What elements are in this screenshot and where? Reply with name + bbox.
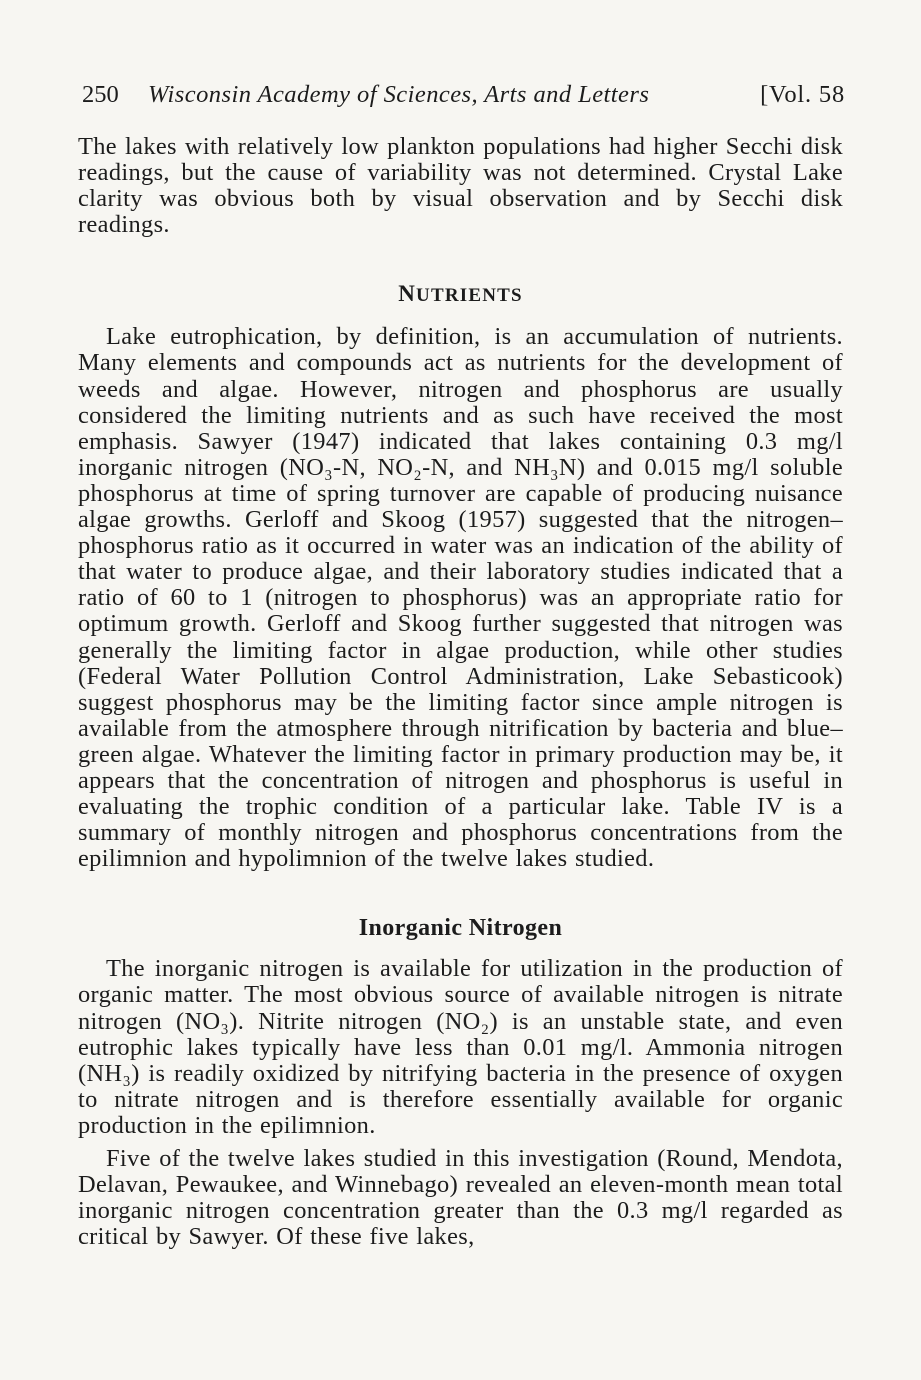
section-heading-inorganic-nitrogen: Inorganic Nitrogen [358,915,563,942]
section-heading-nutrients [78,280,843,310]
paragraph-secchi: The lakes with relatively low plankton populations had higher Secchi disk readings, but the cause of variability was not determined. Crystal Lake clarity was obvious both by visual observation and by Secchi disk readings. [78,133,843,239]
paragraph-nutrients: Lake eutrophication, by definition, is an accumulation of nutrients. Many elements and compounds act as nutrients for the development of weeds and algae. However, nitrogen and phosphorus are usually considered the limiting nutrients and as such have received the most emphasis. Sawyer (1947) indicated that lakes containing 0.3 mg/l inorganic nitrogen (NO₃-N, NO₂-N, and NH₃N) and 0.015 mg/l soluble phosphorus at time of spring turnover are capable of producing nuisance algae growths. Gerloff and Skoog (1957) suggested that the nitrogen–phosphorus ratio as it occurred in water was an indication of the ability of that water to produce algae, and their laboratory studies indicated that a ratio of 60 to 1 (nitrogen to phosphorus) was an appropriate ratio for optimum growth. Gerloff and Skoog further suggested that nitrogen was generally the limiting factor in algae production, while other studies (Federal Water Pollution Control Administration, Lake Sebasticook) suggest phosphorus may be the limiting factor since ample nitrogen is available from the atmosphere through nitrification by bacteria and blue–green algae. Whatever the limiting factor in primary production may be, it appears that the concentration of nitrogen and phosphorus is useful in evaluating the trophic condition of a particular lake. Table IV is a summary of monthly nitrogen and phosphorus concentrations from the epilimnion and hypolimnion of the twelve lakes studied. [78,323,843,873]
paragraph-lakes-studied: Five of the twelve lakes studied in this investigation (Round, Mendota, Delavan, Pewaukee, and Winnebago) revealed an eleven-month mean total inorganic nitrogen concentration greater than the 0.3 mg/l regarded as critical by Sawyer. Of these five lakes, [78,1145,843,1251]
page-number: 250 [82,81,119,108]
journal-title: Wisconsin Academy of Sciences, Arts and Letters [148,81,650,108]
volume-label: [Vol. 58 [760,81,845,108]
paragraph-inorganic-nitrogen: The inorganic nitrogen is available for utilization in the production of organic matter. The most obvious source of available nitrogen is nitrate nitrogen (NO₃). Nitrite nitrogen (NO₂) is an unstable state, and even eutrophic lakes typically have less than 0.01 mg/l. Ammonia nitrogen (NH₃) is readily oxidized by nitrifying bacteria in the presence of oxygen to nitrate nitrogen and is therefore essentially available for organic production in the epilimnion. [78,955,843,1139]
heading-initial: N [398,281,417,307]
heading-rest: UTRIENTS [416,285,523,307]
running-head [78,76,843,114]
